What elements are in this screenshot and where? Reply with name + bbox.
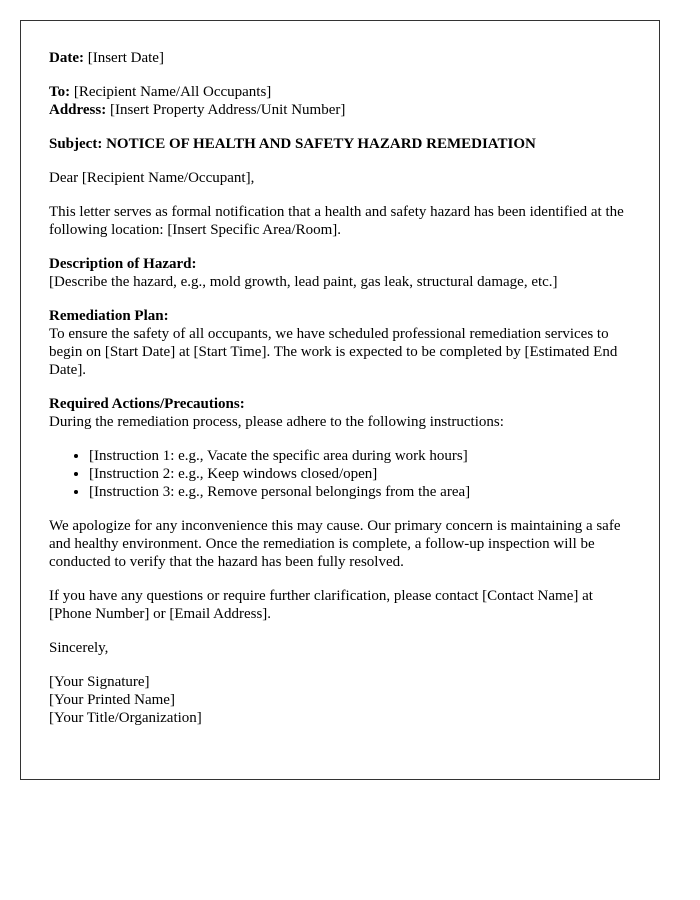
plan-section (49, 307, 631, 379)
to-line (49, 83, 631, 101)
signature-block (49, 673, 631, 727)
to-value: [Recipient Name/All Occupants] (73, 84, 272, 100)
plan-heading: Remediation Plan: (49, 308, 169, 324)
apology-paragraph: We apologize for any inconvenience this may cause. Our primary concern is maintaining a safe and healthy environment. Once the remediation is complete, a follow-up inspection will be conducted to verify that the hazard has been fully resolved. (49, 518, 621, 570)
signature-line: [Your Signature] (49, 674, 150, 690)
intro-paragraph: This letter serves as formal notification that a health and safety hazard has been identified at the following location: [Insert Specific Area/Room]. (49, 204, 624, 238)
date-line (49, 49, 631, 67)
address-value: [Insert Property Address/Unit Number] (109, 102, 346, 118)
subject-value: NOTICE OF HEALTH AND SAFETY HAZARD REMEDIATION (106, 136, 536, 152)
instructions-list (49, 447, 631, 501)
plan-text: To ensure the safety of all occupants, we have scheduled professional remediation services to begin on [Start Date] at [Start Time]. The work is expected to be completed by [Estimated End Date]. (49, 326, 618, 378)
to-label: To: (49, 84, 71, 100)
actions-text: During the remediation process, please adhere to the following instructions: (49, 414, 504, 430)
list-item: • [Instruction 1: e.g., Vacate the specific area during work hours] (89, 447, 631, 465)
contact-paragraph: If you have any questions or require further clarification, please contact [Contact Name] at [Phone Number] or [Email Address]. (49, 588, 593, 622)
list-item: • [Instruction 3: e.g., Remove personal belongings from the area] (89, 483, 631, 501)
date-label: Date: (49, 50, 84, 66)
address-line (49, 101, 631, 119)
recipient-block (49, 83, 631, 119)
hazard-heading: Description of Hazard: (49, 256, 197, 272)
hazard-section (49, 255, 631, 291)
hazard-text: [Describe the hazard, e.g., mold growth, lead paint, gas leak, structural damage, etc.] (49, 274, 558, 290)
actions-section (49, 395, 631, 431)
printed-name-line: [Your Printed Name] (49, 692, 175, 708)
list-item: • [Instruction 2: e.g., Keep windows closed/open] (89, 465, 631, 483)
closing: Sincerely, (49, 640, 109, 656)
actions-heading: Required Actions/Precautions: (49, 396, 245, 412)
subject-label: Subject: (49, 136, 103, 152)
salutation: Dear [Recipient Name/Occupant], (49, 170, 255, 186)
date-value: [Insert Date] (87, 50, 164, 66)
subject-line (49, 135, 631, 153)
address-label: Address: (49, 102, 107, 118)
letter-document (20, 20, 660, 780)
title-organization-line: [Your Title/Organization] (49, 710, 202, 726)
